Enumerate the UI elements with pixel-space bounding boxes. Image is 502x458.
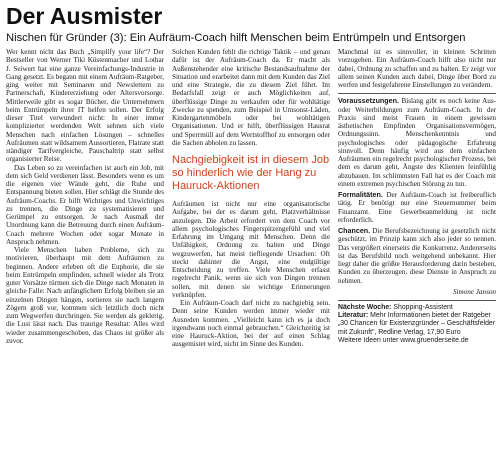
section-heading: Chancen. <box>338 227 371 235</box>
section-heading: Voraussetzungen. <box>338 97 399 106</box>
next-week-text: Shopping-Assistent <box>391 304 453 311</box>
column-3 <box>338 48 496 349</box>
web-link-text: Weitere Ideen unter www.gruenderseite.de <box>338 336 469 344</box>
pull-quote: Nachgiebigkeit ist in diesem Job so hinderlich wie der Hang zu Hauruck-Aktionen <box>172 154 330 192</box>
section-chancen <box>338 227 496 285</box>
column-2 <box>172 48 330 349</box>
next-week-info <box>338 304 496 312</box>
info-divider <box>338 300 496 301</box>
body-paragraph: Wer kennt nicht das Buch „Simplify your life“? Der Bestseller von Werner Tiki Küstenmacher und Lothar J. Seiwert hat eine ganze Vereinfachungs-Industrie in Gang gesetzt. Es begann mit einem Aufräum-Ratgeber, ging weiter mit Seminaren und Newslettern zu Partnerschaft, Kindererziehung oder Altersvorsorge. Mittlerweile gibt es sogar Bücher, die Unternehmern beim Entrümpeln ihrer IT helfen sollen. Der Erfolg dieser Titel verwundert nicht: In einer immer komplizierter werdenden Welt sehnen sich viele Menschen nach einfachen Lösungen – schnelles Aufräumen statt wildsamem Aussortieren, Flatrate statt ständiger Tarifvergleiche, Pauschaltrip statt selbst organisierter Reise. <box>6 48 164 164</box>
body-paragraph: Das Leben so zu vereinfachen ist auch ein Job, mit dem sich Geld verdienen lässt. Besonders wenn es um die eigenen vier Wände geht, die Ruhe und Entspannung bieten sollen. Hier schlägt die Stunde des Aufräum-Coachs. Er hilft Wichtiges und Unwichtiges zu trennen, die Dinge zu systematisieren und Gerümpel zu entsorgen. Je nach Ausmaß der Unordnung kann die Betreuung durch einen Aufräum-Coach mehrere Wochen oder sogar Monate in Anspruch nehmen. <box>6 163 164 246</box>
section-heading: Formalitäten. <box>338 191 383 199</box>
section-text: Bislang gibt es noch keine Aus- oder Weiterbildungen zum Aufräum-Coach. In der Praxis sind meist Frauen in einem gewissen ästhetischen Empfinden Organisationsvermögen, Ordnungssinn. Menschenkenntnis und psychologisches oder pädagogische Erfahrung sinnvoll. Denn häufig wird aus dem einfachen Aufräumen ein regelrecht psychologischer Prozess, bei dem es darum geht, Ängste des Klienten feinfühlig abzubauen. Im schlimmsten Fall hat es der Coach mit einem extremen psychischen Störung zu tun. <box>338 97 496 188</box>
section-voraussetzungen <box>338 97 496 188</box>
article-subheadline: Nischen für Gründer (3): Ein Aufräum-Coach hilft Menschen beim Entrümpeln und Entsorgen <box>6 32 466 44</box>
column-1 <box>6 48 164 349</box>
section-divider <box>338 93 496 94</box>
body-paragraph: Ein Aufräum-Coach darf nicht zu nachgiebig sein. Denn seine Kunden werden immer wieder mit Ausreden kommen. „Vielleicht kann ich es ja doch irgendwann noch einmal gebrauchen.“ Gleichzeitig ist eine Hauruck-Aktion, bei der auf einen Schlag ausgemistet wird, nicht im Sinne des Kunden. <box>172 299 330 349</box>
literature-text: Mehr Informationen bietet der Ratgeber „30 Chancen für Existenzgründer – Geschäftsfelder mit Zukunft“, Redline Verlag, 17,90 Euro <box>338 312 496 336</box>
article-headline: Der Ausmister <box>6 3 163 29</box>
author-name: Simone Janson <box>452 287 496 296</box>
section-text: Die Berufsbezeichnung ist gesetzlich nicht geschützt, im Prinzip kann sich also jeder so nennen. Das vergrößert einerseits die Konkurrenz. Andererseits ist das Berufsbild noch weitgehend unbekannt. Hier liegt daher die größte Herausforderung darin bestehen, Kunden zu überzeugen, diese Dienste in Anspruch zu nehmen. <box>338 227 496 285</box>
section-text: Der Aufräum-Coach ist freiberuflich tätig. Er benötigt nur eine Steuernummer beim Finanzamt. Eine Gewerbeanmeldung ist nicht erforderlich. <box>338 191 496 224</box>
literature-label: Literatur: <box>338 312 369 320</box>
next-week-label: Nächste Woche: <box>338 304 392 311</box>
body-paragraph: Viele Menschen haben Probleme, sich zu motivieren, überhaupt mit dem Aufräumen zu beginnen. Andere erleben oft die Euphorie, die sie beim Entrümpeln empfinden, schnell wieder als Trotz guter Vorsätze türmen sich die Dinge nach Monaten in gleiche Falle: Nach anfänglichem Erfolg bleiben sie an einzelnen Dingen hängen, sortieren sie nach langem Zögern groß vor, kommen sich letztlich doch nicht zum Wegwerfen durchringen. Sie werden als geklerig, die Lust lässt nach. Das traurige Resultat: Alles wird wieder zusammengeschoben, das Chaos ist größer als zuvor. <box>6 246 164 345</box>
literature-info <box>338 312 496 337</box>
section-formalitaeten <box>338 191 496 224</box>
body-paragraph: Solchen Kunden fehlt die richtige Taktik – und genau dafür ist der Aufräum-Coach da. Er macht als Außenstehender eine kritische Bestandsaufnahme der Situation und erarbeitet dann mit dem Kunden das Ziel und eine Strategie, die zu diesem Ziel führt. Im Bedarfsfall zeigt er auch Möglichkeiten auf, überflüssige Dinge zu verkaufen oder für wohltätige Zwecke zu spenden, zum Beispiel in Umsonst-Läden, Kindergartenmöbeln oder bei wohltätigen Organisationen. Und er hilft, überflüssigen Hausrat und Sperrmüll auf dem Wertstoffhof zu entsorgen oder die Sachen abholen zu lassen. <box>172 48 330 147</box>
body-paragraph: Aufräumen ist nicht nur eine organisatorische Aufgabe, bei der es darum geht, Platzverhältnisse anzulegen. Die Arbeit erfordert von dem Coach vor allem psychologisches Fingerspitzengefühl und viel Erfahrung im Umgang mit Menschen. Denn die Unfähigkeit, Ordnung zu halten und Dinge wegzuwerfen, hat meist tiefliegende Ursachen: Oft steckt dahinter die Angst, eine endgültige Entscheidung zu treffen. Viele Menschen erfasst regelrecht Panik, wenn sie sich von Dingen trennen sollen, mit denen sie wichtige Erinnerungen verknüpfen. <box>172 200 330 299</box>
article-columns <box>6 48 496 349</box>
body-paragraph: Manchmal ist es sinnvoller, in kleinen Schritten vorzugehen. Ein Aufräum-Coach hilft also nicht nur dabei, Ordnung zu schaffen und zu halten. Er zeigt vor allem seinen Kunden auch dabei, Dinge über Bord zu werfen und festgefahrene Einstellungen zu verändern. <box>338 48 496 89</box>
